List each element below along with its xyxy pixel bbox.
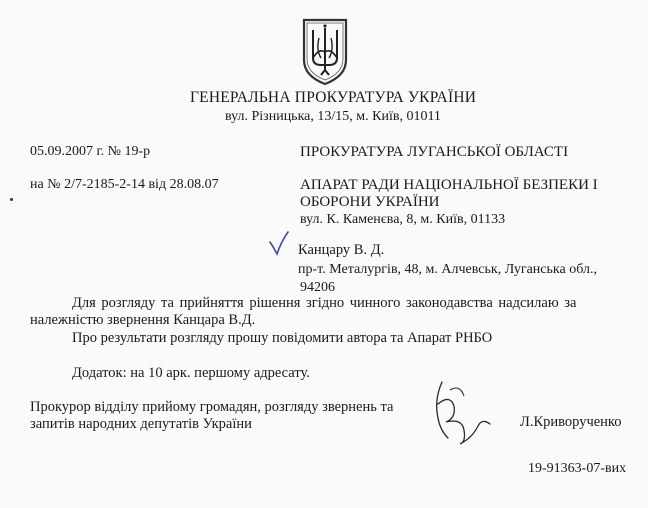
recipient-rnbo-address: вул. К. Каменєва, 8, м. Київ, 01133 — [300, 212, 506, 227]
recipient-person-address-line1: пр-т. Металургів, 48, м. Алчевськ, Луганська обл., — [298, 262, 597, 277]
organization-title: ГЕНЕРАЛЬНА ПРОКУРАТУРА УКРАЇНИ — [190, 89, 477, 106]
recipient-person-address-line2: 94206 — [300, 280, 335, 295]
signer-position-line1: Прокурор відділу прийому громадян, розгляду звернень та — [30, 399, 394, 415]
handwritten-signature — [420, 378, 500, 448]
recipient-rnbo-line1: АПАРАТ РАДИ НАЦІОНАЛЬНОЇ БЕЗПЕКИ І — [300, 177, 598, 193]
recipient-person-name: Канцару В. Д. — [298, 242, 385, 258]
outgoing-date-number: 05.09.2007 г. № 19-р — [30, 144, 151, 159]
incoming-reference: на № 2/7-2185-2-14 від 28.08.07 — [30, 177, 219, 192]
body-request-line: Про результати розгляду прошу повідомити автора та Апарат РНБО — [72, 330, 493, 346]
signer-name: Л.Криворученко — [520, 414, 622, 430]
recipient-rnbo-line2: ОБОРОНИ УКРАЇНИ — [300, 194, 440, 210]
stray-mark — [10, 198, 13, 201]
registration-number: 19-91363-07-вих — [528, 461, 627, 476]
check-mark-icon — [268, 230, 290, 256]
organization-address: вул. Різницька, 13/15, м. Київ, 01011 — [225, 109, 441, 124]
recipient-regional-prosecutor: ПРОКУРАТУРА ЛУГАНСЬКОЇ ОБЛАСТІ — [300, 144, 569, 160]
trident-icon — [300, 18, 350, 86]
attachment-note: Додаток: на 10 арк. першому адресату. — [72, 365, 310, 381]
signer-position-line2: запитів народних депутатів України — [30, 416, 252, 432]
body-paragraph-line2: належністю звернення Канцара В.Д. — [30, 312, 256, 328]
body-paragraph-line1: Для розгляду та прийняття рішення згідно чинного законодавства надсилаю за — [72, 295, 577, 311]
